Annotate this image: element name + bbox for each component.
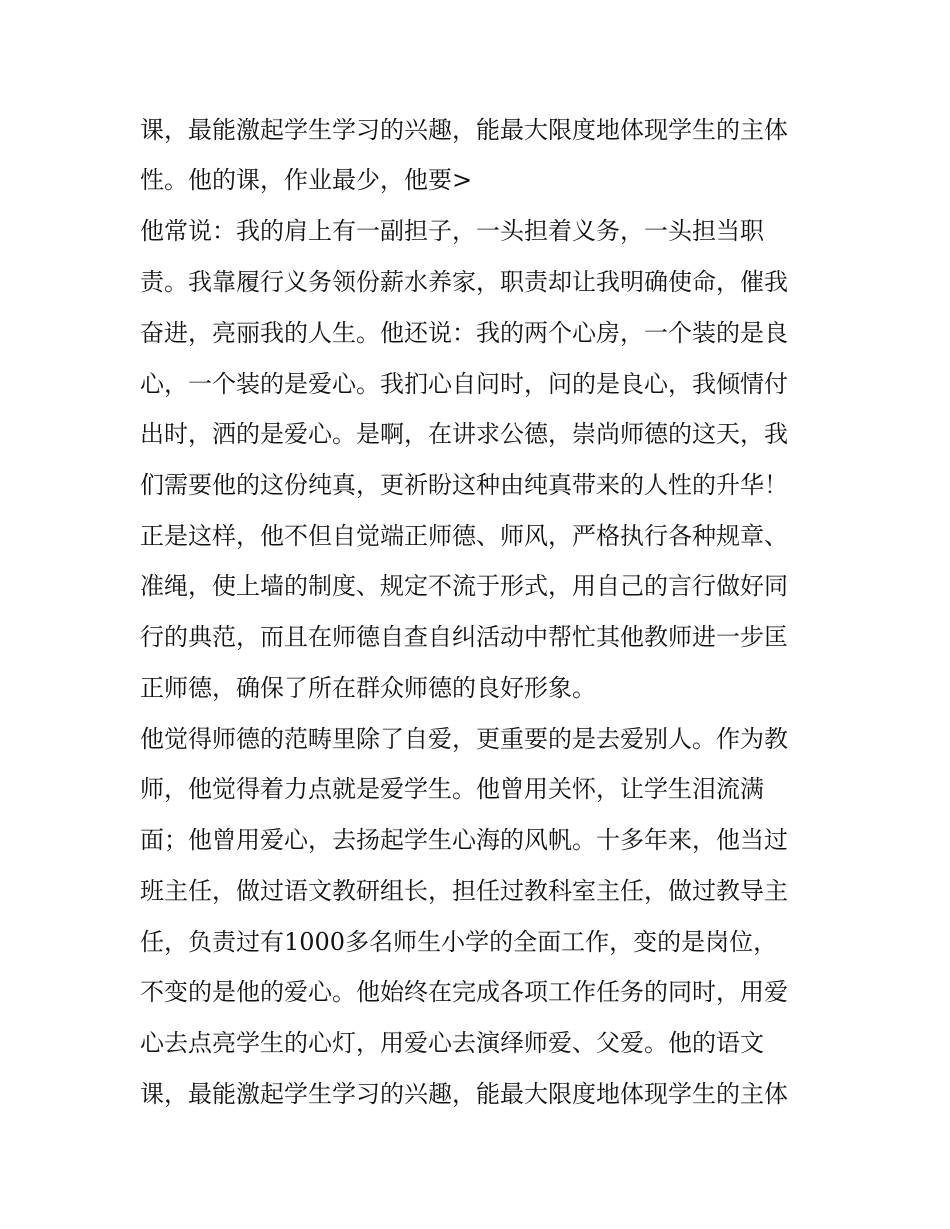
text-line: 任，负责过有1000多名师生小学的全面工作，变的是岗位， — [140, 928, 778, 956]
text-line: 不变的是他的爱心。他始终在完成各项工作任务的同时，用爱 — [140, 978, 788, 1006]
text-line: 心去点亮学生的心灯，用爱心去演绎师爱、父爱。他的语文 — [140, 1029, 764, 1057]
text-line: 师，他觉得着力点就是爱学生。他曾用关怀，让学生泪流满 — [140, 775, 764, 803]
text-line: 奋进，亮丽我的人生。他还说：我的两个心房，一个装的是良 — [140, 319, 788, 347]
text-line: 他常说：我的肩上有一副担子，一头担着义务，一头担当职 — [140, 217, 764, 245]
text-line: 性。他的课，作业最少，他要> — [140, 166, 473, 194]
text-line: 出时，洒的是爱心。是啊，在讲求公德，崇尚师德的这天，我 — [140, 420, 788, 448]
text-line: 心，一个装的是爱心。我扪心自问时，问的是良心，我倾情付 — [140, 370, 788, 398]
text-line: 他觉得师德的范畴里除了自爱，更重要的是去爱别人。作为教 — [140, 725, 788, 753]
text-line: 责。我靠履行义务领份薪水养家，职责却让我明确使命，催我 — [140, 268, 788, 296]
text-line: 课，最能激起学生学习的兴趣，能最大限度地体现学生的主体 — [140, 116, 788, 144]
text-line: 们需要他的这份纯真，更祈盼这种由纯真带来的人性的升华！ — [140, 471, 788, 499]
text-line: 班主任，做过语文教研组长，担任过教科室主任，做过教导主 — [140, 877, 788, 905]
text-line: 准绳，使上墙的制度、规定不流于形式，用自己的言行做好同 — [140, 572, 788, 600]
text-line: 课，最能激起学生学习的兴趣，能最大限度地体现学生的主体 — [140, 1080, 788, 1108]
text-line: 正是这样，他不但自觉端正师德、师风，严格执行各种规章、 — [140, 522, 788, 550]
text-line: 正师德，确保了所在群众师德的良好形象。 — [140, 674, 596, 702]
text-line: 行的典范，而且在师德自查自纠活动中帮忙其他教师进一步匡 — [140, 623, 788, 651]
text-line: 面；他曾用爱心，去扬起学生心海的风帆。十多年来，他当过 — [140, 826, 788, 854]
